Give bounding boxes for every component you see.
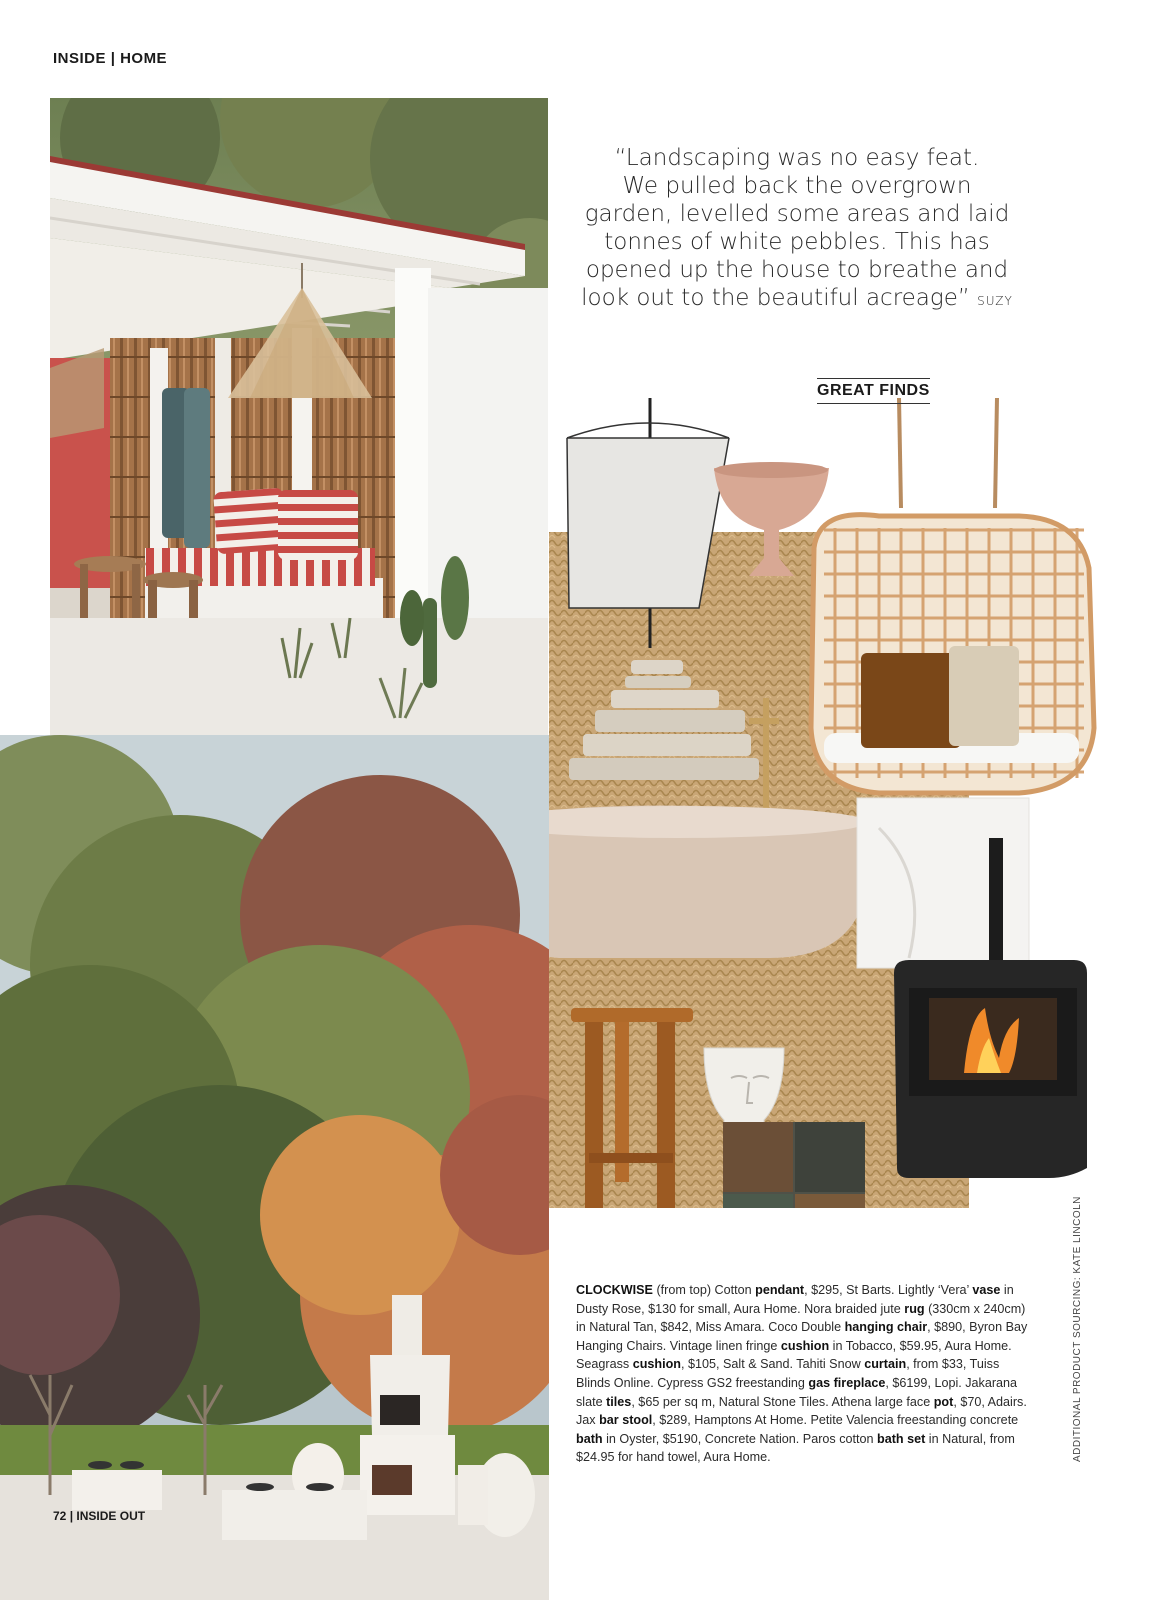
caption-product-name: pendant [755, 1283, 805, 1297]
caption-text: , $105, Salt & Sand. Tahiti Snow [680, 1357, 865, 1372]
concrete-bath [549, 806, 869, 959]
cabana-photo [50, 98, 548, 798]
page-folio [53, 1509, 145, 1523]
quote-attribution: SUZY [977, 294, 1013, 308]
quote-line: tonnes of white pebbles. This has [604, 229, 990, 255]
pull-quote [553, 144, 1041, 315]
quote-line-last [553, 284, 1041, 315]
caption-text: , $295, St Barts. Lightly ‘Vera’ [804, 1283, 973, 1297]
caption-product-name: pot [933, 1394, 954, 1409]
caption-product-name: rug [904, 1301, 925, 1316]
great-finds-caption [576, 1281, 1034, 1467]
caption-text: , $289, Hamptons At Home. Petite Valencia freestanding concrete [652, 1413, 1019, 1428]
folio-separator: | [69, 1509, 74, 1523]
page-number: 72 [53, 1509, 67, 1523]
caption-product-name: vase [972, 1283, 1001, 1297]
slate-tiles [723, 1122, 865, 1208]
caption-product-name: cushion [780, 1338, 830, 1353]
caption-text: (330cm x 240cm) in Natural Tan, $842, Miss Amara. Coco Double [576, 1301, 1026, 1335]
caption-product-name: tiles [606, 1394, 632, 1409]
caption-text: , $890, Byron Bay Hanging Chairs. Vintage linen fringe [576, 1320, 1028, 1353]
snow-curtain [857, 798, 1029, 968]
caption-text: in Oyster, $5190, Concrete Nation. Paros cotton [602, 1431, 878, 1446]
quote-line: look out to the beautiful acreage” [581, 285, 970, 311]
caption-text: , from $33, Tuiss Blinds Online. Cypress GS2 freestanding [576, 1357, 1000, 1390]
quote-line: “Landscaping was no easy feat. [614, 145, 980, 171]
caption-product-name: hanging chair [844, 1320, 928, 1335]
caption-text: , $70, Adairs. Jax [576, 1394, 1027, 1428]
subsection-name: HOME [120, 50, 168, 67]
great-finds-title: GREAT FINDS [817, 378, 930, 404]
section-separator: | [110, 50, 116, 67]
caption-product-name: bath [576, 1431, 603, 1446]
section-label [53, 50, 167, 67]
caption-product-name: bath set [877, 1431, 926, 1446]
garden-photo [0, 735, 549, 1600]
quote-line: We pulled back the overgrown [622, 173, 972, 199]
quote-line: garden, levelled some areas and laid [584, 201, 1010, 227]
caption-product-name: cushion [632, 1357, 681, 1372]
caption-text: (from top) Cotton [652, 1283, 756, 1297]
quote-line: opened up the house to breathe and [585, 257, 1009, 283]
caption-product-name: gas fireplace [808, 1375, 886, 1390]
caption-product-name: CLOCKWISE [576, 1283, 653, 1297]
product-sourcing-credit: ADDITIONAL PRODUCT SOURCING: KATE LINCOLN [1072, 1196, 1083, 1462]
hanging-chair [811, 398, 1094, 793]
bath-tap [763, 698, 769, 808]
caption-text: , $65 per sq m, Natural Stone Tiles. Athena large face [631, 1394, 934, 1409]
caption-text: in Tobacco, $59.95, Aura Home. Seagrass [576, 1338, 1012, 1372]
caption-text: , $6199, Lopi. Jakarana slate [576, 1375, 1018, 1409]
section-name: INSIDE [53, 50, 107, 67]
great-finds-collage [549, 398, 1124, 1208]
caption-product-name: bar stool [599, 1413, 653, 1428]
magazine-name: INSIDE OUT [76, 1509, 146, 1523]
caption-product-name: curtain [864, 1357, 907, 1372]
caption-text: in Dusty Rose, $130 for small, Aura Home. Nora braided jute [576, 1283, 1014, 1316]
caption-text: in Natural, from $24.95 for hand towel, Aura Home. [576, 1431, 1015, 1465]
